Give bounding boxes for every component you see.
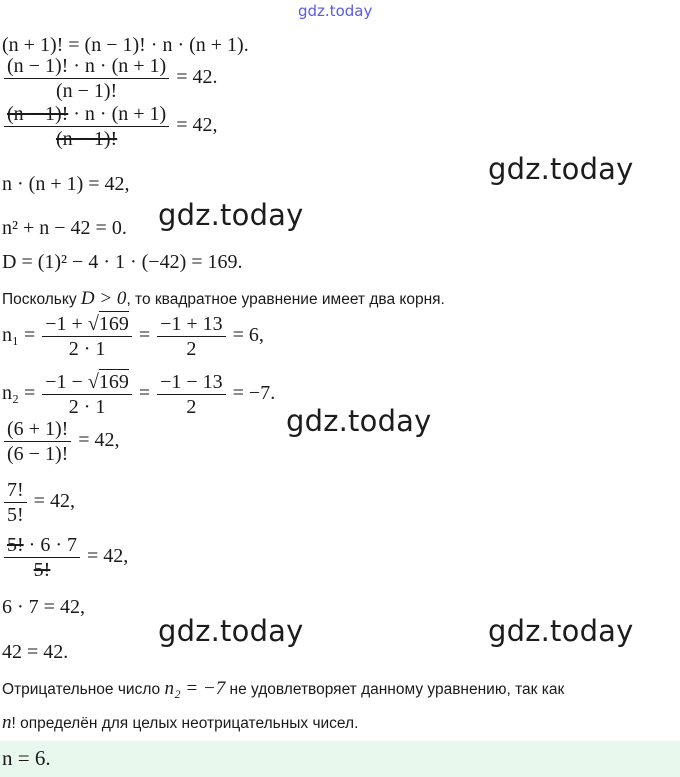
answer-box — [0, 741, 680, 777]
fraction-2-numerator — [4, 104, 169, 127]
check-1-denominator: (6 − 1)! — [7, 443, 69, 465]
check-2 — [2, 480, 75, 525]
root-1-fraction-a — [42, 314, 132, 359]
text-factorial-domain-b: ! определён для целых неотрицательных чисел. — [11, 715, 359, 732]
root-2-eq: = — [138, 382, 151, 405]
check-3 — [2, 535, 128, 580]
watermark-1: gdz.today — [488, 152, 634, 186]
root-2-fraction-a-denominator: 2 · 1 — [68, 396, 106, 418]
fraction-2-numerator-rest: · n · (n + 1) — [68, 103, 167, 125]
root-1-lhs: n₁ = — [2, 324, 36, 347]
watermark-top: gdz.today — [298, 2, 373, 20]
check-4: 6 · 7 = 42, — [2, 596, 85, 618]
root-1-fraction-a-numerator: −1 + √169 — [42, 314, 132, 337]
check-3-fraction — [4, 535, 80, 580]
root-2-fraction-a-num-text: −1 − — [45, 371, 88, 393]
fraction-2-rhs: = 42, — [176, 114, 218, 137]
check-5: 42 = 42. — [2, 641, 69, 663]
text-two-roots-a: Поскольку — [2, 291, 81, 308]
root-1-fraction-b-numerator: −1 + 13 — [157, 314, 226, 337]
root-2-fraction-a — [42, 372, 132, 417]
check-1 — [2, 419, 120, 464]
text-negative-root-a: Отрицательное число — [2, 681, 165, 698]
check-1-fraction — [4, 419, 71, 464]
text-two-roots — [2, 289, 445, 309]
fraction-1-denominator: (n − 1)! — [55, 80, 118, 102]
watermark-3: gdz.today — [286, 404, 432, 438]
cancelled-factor: (n − 1)! — [7, 103, 69, 125]
check-3-numerator-rest: · 6 · 7 — [23, 534, 77, 556]
check-3-denominator-cancelled: 5! — [33, 559, 51, 581]
equation-root-1 — [2, 314, 264, 359]
equation-discriminant: D = (1)² − 4 · 1 · (−42) = 169. — [2, 251, 243, 273]
answer: n = 6. — [2, 746, 51, 770]
fraction-1-rhs: = 42. — [176, 66, 218, 89]
root-2-fraction-a-numerator: −1 − √169 — [42, 372, 132, 395]
equation-fraction-1 — [2, 56, 217, 101]
root-2-fraction-b-denominator: 2 — [186, 396, 197, 418]
root-1-fraction-b-denominator: 2 — [186, 338, 197, 360]
check-2-rhs: = 42, — [33, 490, 75, 513]
fraction-2 — [4, 104, 169, 149]
check-1-numerator: (6 + 1)! — [4, 419, 71, 442]
text-factorial-domain — [2, 713, 358, 733]
equation-product: n · (n + 1) = 42, — [2, 173, 130, 195]
equation-quadratic: n² + n − 42 = 0. — [2, 217, 127, 239]
check-3-cancelled: 5! — [7, 534, 24, 556]
root-1-fraction-b — [157, 314, 226, 359]
text-negative-root-math: n₂ = −7 — [164, 678, 226, 699]
root-1-rhs: = 6, — [232, 324, 264, 347]
fraction-2-denominator-cancelled: (n − 1)! — [55, 128, 118, 150]
sqrt-169: 169 — [98, 313, 129, 335]
root-1-eq: = — [138, 324, 151, 347]
watermark-4: gdz.today — [158, 614, 304, 648]
equation-factorial-expansion: (n + 1)! = (n − 1)! · n · (n + 1). — [2, 34, 249, 56]
text-negative-root-b: не удовлетворяет данному уравнению, так как — [225, 681, 565, 698]
check-2-fraction — [4, 480, 27, 525]
root-1-fraction-a-denominator: 2 · 1 — [68, 338, 106, 360]
check-2-numerator: 7! — [4, 480, 27, 503]
root-2-fraction-b — [157, 372, 226, 417]
text-two-roots-math: D > 0 — [80, 288, 127, 309]
check-3-numerator — [4, 535, 80, 558]
root-2-fraction-b-numerator: −1 − 13 — [157, 372, 226, 395]
root-2-lhs: n₂ = — [2, 382, 36, 405]
equation-root-2 — [2, 372, 275, 417]
fraction-1-numerator: (n − 1)! · n · (n + 1) — [4, 56, 169, 79]
watermark-5: gdz.today — [488, 614, 634, 648]
text-factorial-domain-math: n — [2, 712, 12, 733]
text-two-roots-b: , то квадратное уравнение имеет два корня. — [126, 291, 445, 308]
text-negative-root — [2, 679, 564, 699]
root-2-rhs: = −7. — [232, 382, 276, 405]
equation-fraction-cancelled — [2, 104, 217, 149]
root-1-fraction-a-num-text: −1 + — [45, 313, 88, 335]
check-1-rhs: = 42, — [78, 429, 120, 452]
check-3-rhs: = 42, — [87, 545, 129, 568]
fraction-1 — [4, 56, 169, 101]
watermark-2: gdz.today — [158, 198, 304, 232]
check-2-denominator: 5! — [7, 504, 24, 526]
sqrt-169-b: 169 — [98, 371, 129, 393]
